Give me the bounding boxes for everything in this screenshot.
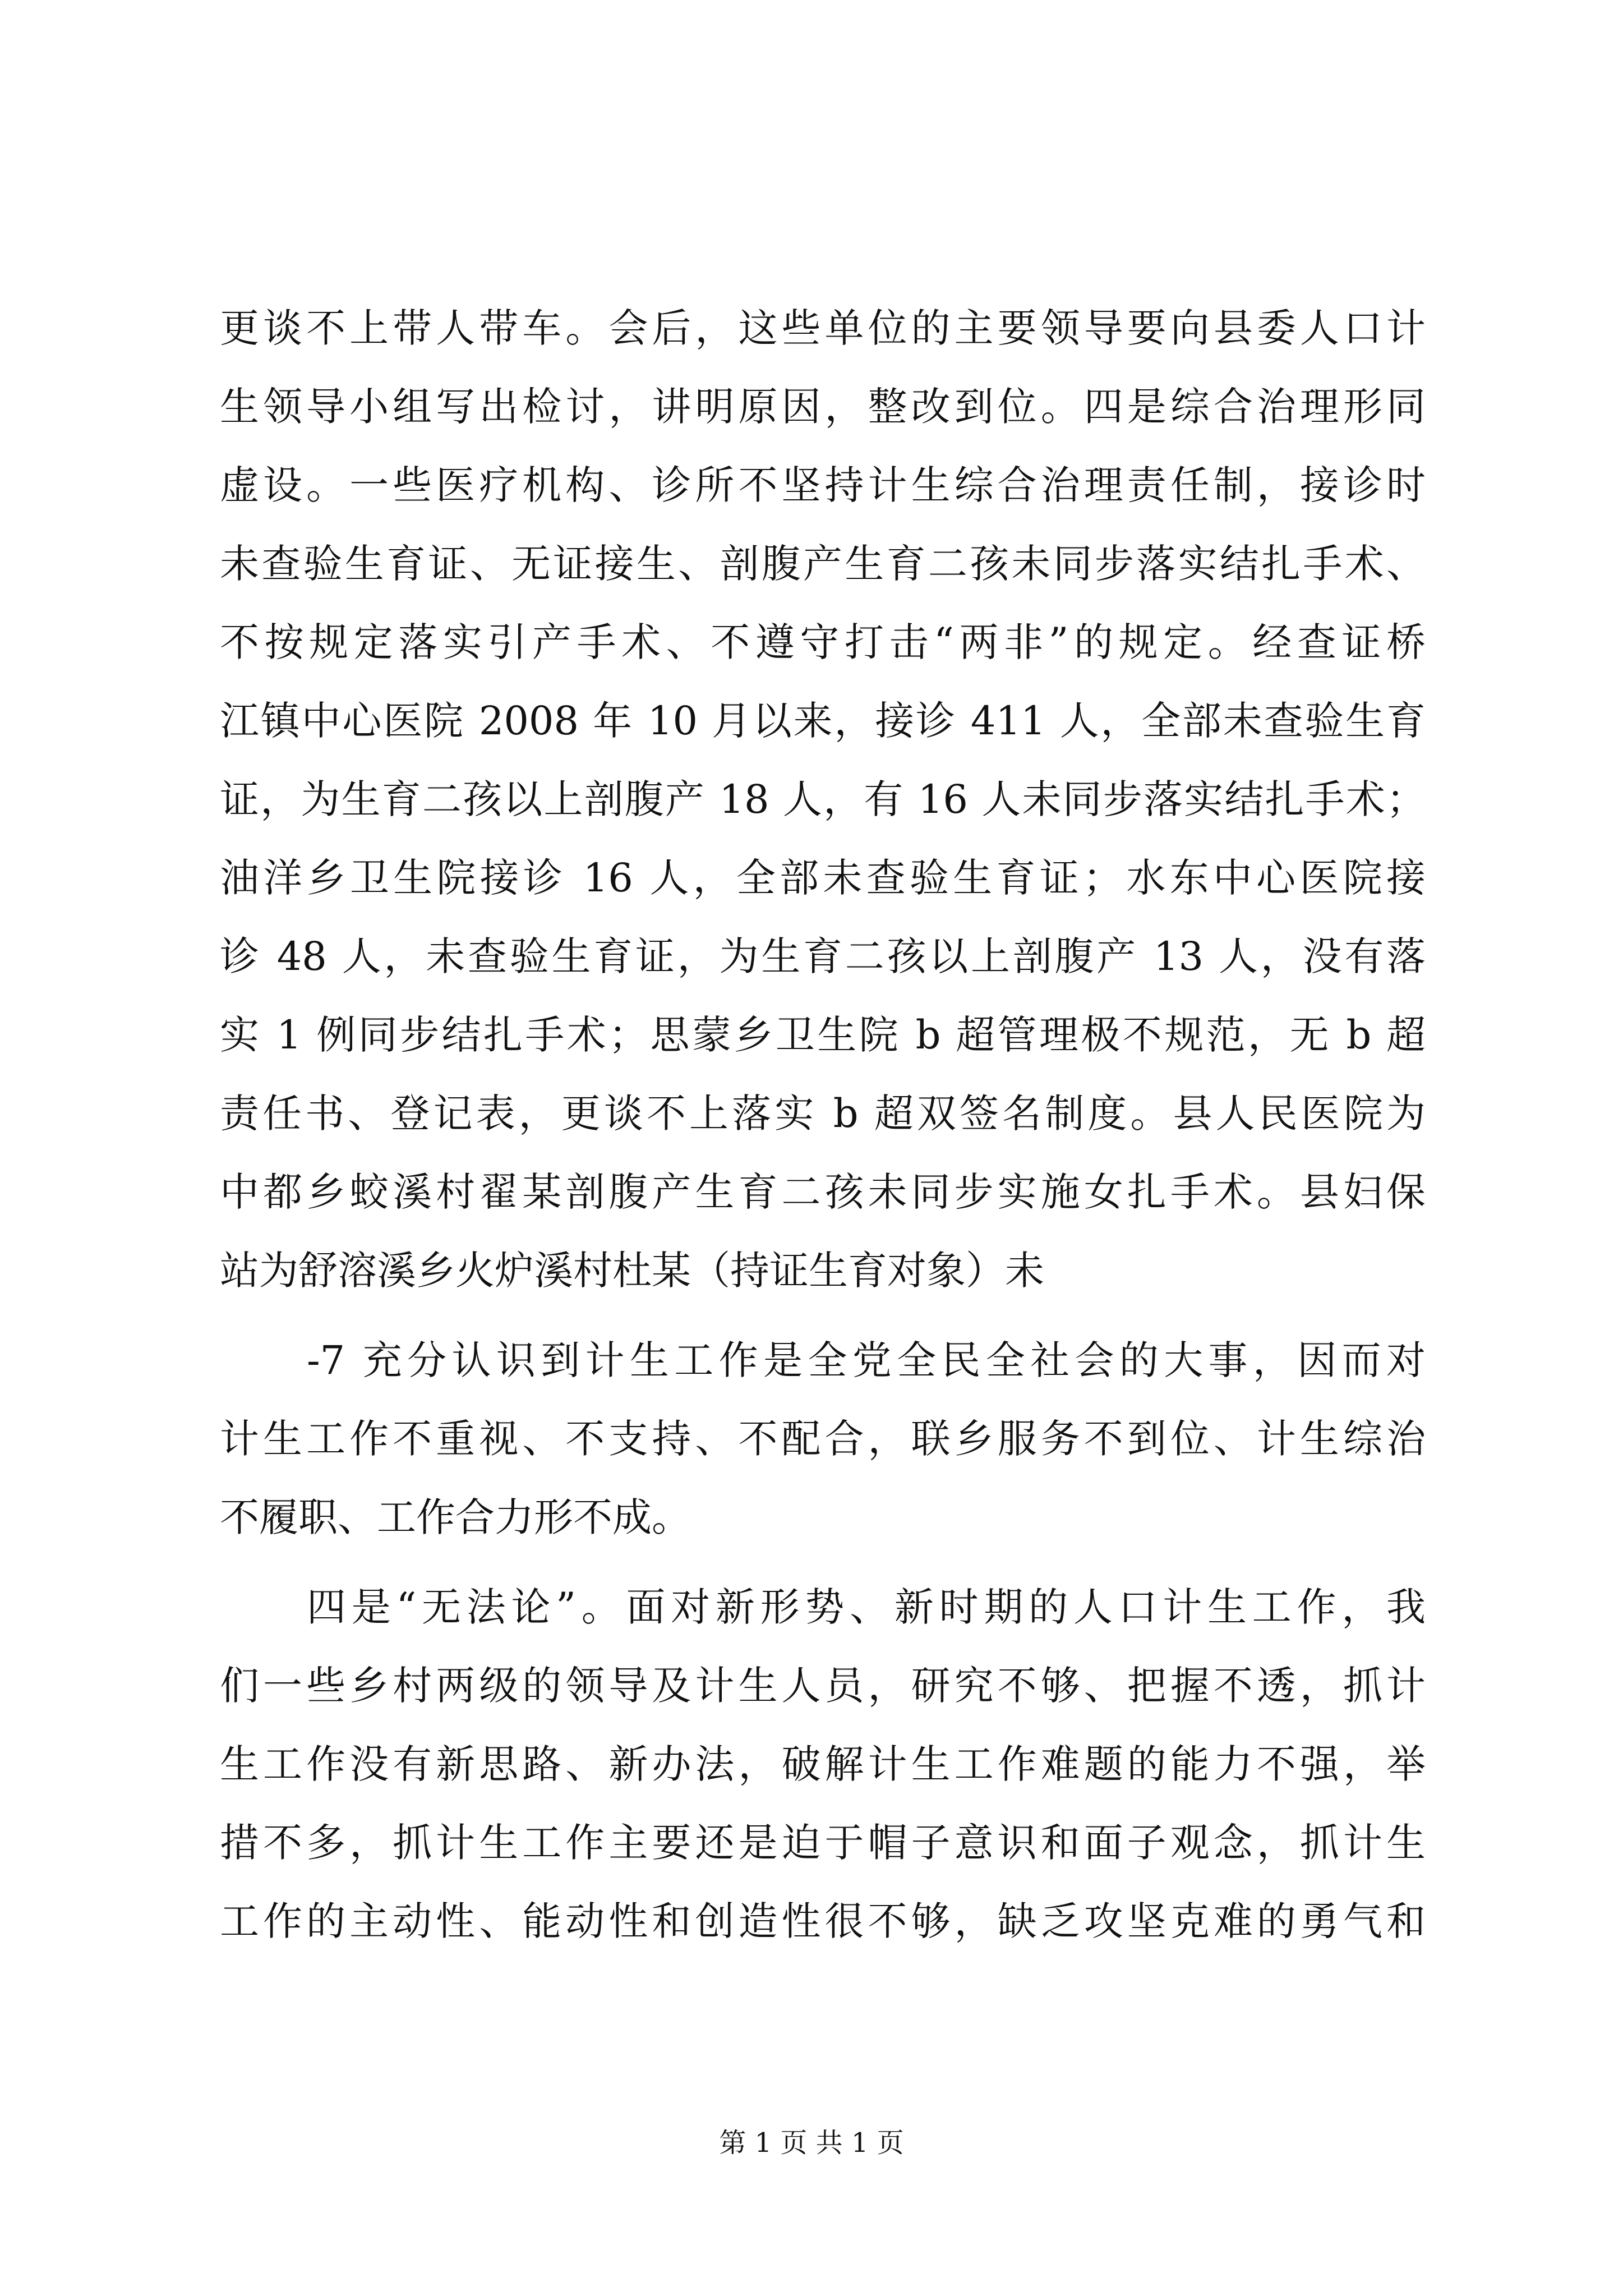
paragraph-2 (220, 1321, 1426, 1557)
text-line: 不履职、工作合力形不成。 (220, 1494, 691, 1540)
text-line: 措不多，抓计生工作主要还是迫于帽子意识和面子观念，抓计生 (220, 1820, 1426, 1866)
text-line: 更谈不上带人带车。会后，这些单位的主要领导要向县委人口计 (220, 305, 1426, 351)
text-line: 生领导小组写出检讨，讲明原因，整改到位。四是综合治理形同 (220, 384, 1426, 430)
text-line: 工作的主动性、能动性和创造性很不够，缺乏攻坚克难的勇气和 (220, 1898, 1426, 1944)
paragraph-1 (220, 289, 1426, 1310)
text-line: 责任书、登记表，更谈不上落实 b 超双签名制度。县人民医院为 (220, 1091, 1426, 1137)
text-line: 实 1 例同步结扎手术；思蒙乡卫生院 b 超管理极不规范，无 b 超 (220, 1012, 1426, 1058)
text-line: 诊 48 人，未查验生育证，为生育二孩以上剖腹产 13 人，没有落 (220, 933, 1426, 979)
text-line: 虚设。一些医疗机构、诊所不坚持计生综合治理责任制，接诊时 (220, 462, 1426, 508)
text-line: -7 充分认识到计生工作是全党全民全社会的大事，因而对 (307, 1337, 1426, 1383)
text-line: 未查验生育证、无证接生、剖腹产生育二孩未同步落实结扎手术、 (220, 541, 1426, 587)
text-line: 不按规定落实引产手术、不遵守打击“两非”的规定。经查证桥 (220, 619, 1426, 665)
text-line: 证，为生育二孩以上剖腹产 18 人，有 16 人未同步落实结扎手术； (220, 776, 1426, 822)
text-line: 生工作没有新思路、新办法，破解计生工作难题的能力不强，举 (220, 1741, 1426, 1787)
text-line: 四是“无法论”。面对新形势、新时期的人口计生工作，我 (307, 1584, 1426, 1630)
text-line: 油洋乡卫生院接诊 16 人，全部未查验生育证；水东中心医院接 (220, 855, 1426, 901)
text-line: 中都乡蛟溪村翟某剖腹产生育二孩未同步实施女扎手术。县妇保 (220, 1169, 1426, 1215)
page-footer: 第 1 页 共 1 页 (719, 2127, 904, 2159)
text-line: 站为舒溶溪乡火炉溪村杜某（持证生育对象）未 (220, 1248, 1044, 1294)
paragraph-3 (220, 1568, 1426, 1961)
text-line: 江镇中心医院 2008 年 10 月以来，接诊 411 人，全部未查验生育 (220, 698, 1426, 744)
text-line: 计生工作不重视、不支持、不配合，联乡服务不到位、计生综治 (220, 1416, 1426, 1462)
document-body (220, 289, 1426, 1961)
paragraph-spacing (220, 1310, 1426, 1321)
paragraph-spacing (220, 1557, 1426, 1568)
text-line: 们一些乡村两级的领导及计生人员，研究不够、把握不透，抓计 (220, 1663, 1426, 1709)
